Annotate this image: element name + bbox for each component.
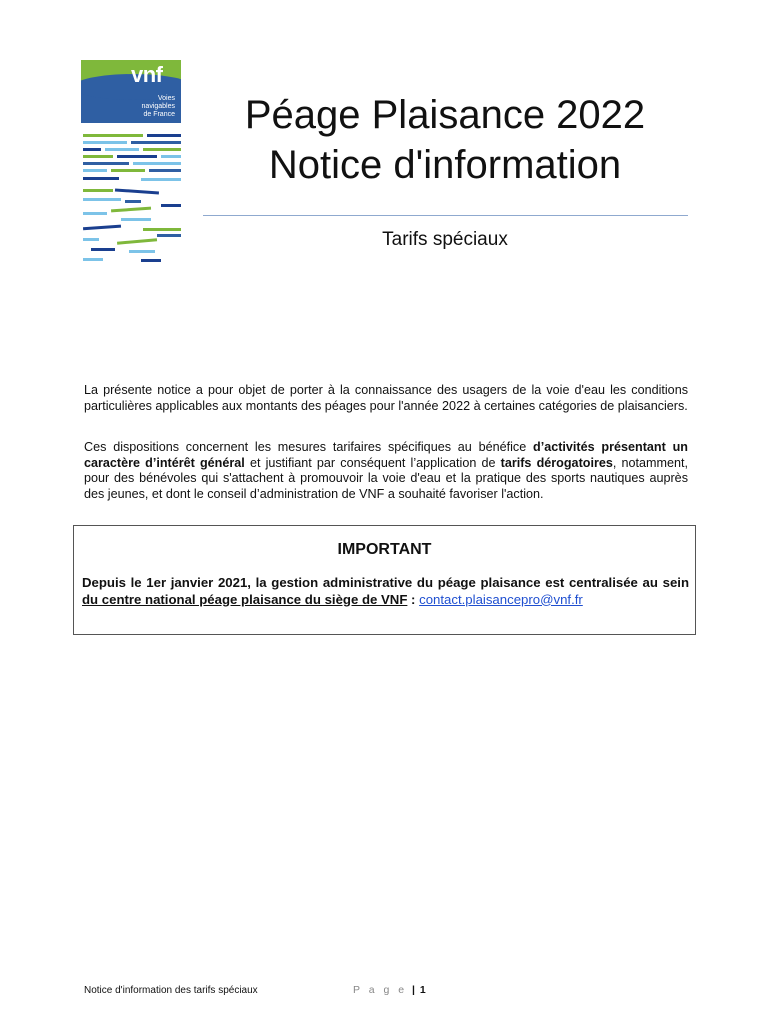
logo-stripes [81,134,183,268]
contact-email-link[interactable]: contact.plaisancepro@vnf.fr [419,591,583,607]
important-title: IMPORTANT [337,541,432,558]
logo-word: vnf [131,62,163,87]
footer-document-title: Notice d'information des tarifs spéciaux [84,985,258,996]
national-centre-underlined: du centre national péage plaisance du siège de VNF [82,591,408,607]
logo-badge [81,60,181,123]
title-line-2: Notice d'information [268,143,622,187]
important-text: Depuis le 1er janvier 2021, la gestion administrative du péage plaisance est centralisée au sein du centre national péage plaisance du siège de VNF : contact.plaisancepro@vnf.fr [82,575,689,607]
page-subtitle: Tarifs spéciaux [382,229,508,250]
page-title [200,90,690,190]
important-notice-box [73,525,696,635]
bold-derogatory-rates: tarifs dérogatoires [500,455,613,470]
logo-subtitle: Voies navigables de France [141,95,175,118]
vnf-logo [81,60,183,270]
page-label: P a g e [353,984,408,996]
page-number: 1 [419,984,426,996]
page-separator: | [412,984,415,996]
title-divider [203,215,688,216]
provisions-paragraph: Ces dispositions concernent les mesures tarifaires spécifiques au bénéfice d’activités présentant un caractère d’intérêt général et justifiant par conséquent l’application de tarifs dérogatoires, notamment, pour des bénévoles qui s'attachent à promouvoir la voie d'eau et la pratique des sports nautiques auprès des jeunes, et dont le conseil d’administration de VNF a souhaité favoriser l'action. [84,440,689,501]
bold-general-interest: d’activités présentant un caractère d’intérêt général [84,440,688,470]
title-line-1: Péage Plaisance 2022 [244,93,646,137]
intro-paragraph: La présente notice a pour objet de porter à la connaissance des usagers de la voie d'eau les conditions particulières applicables aux montants des péages pour l'année 2022 à certaines catégories de plaisanciers. [84,383,688,413]
footer-page-number [353,984,426,996]
